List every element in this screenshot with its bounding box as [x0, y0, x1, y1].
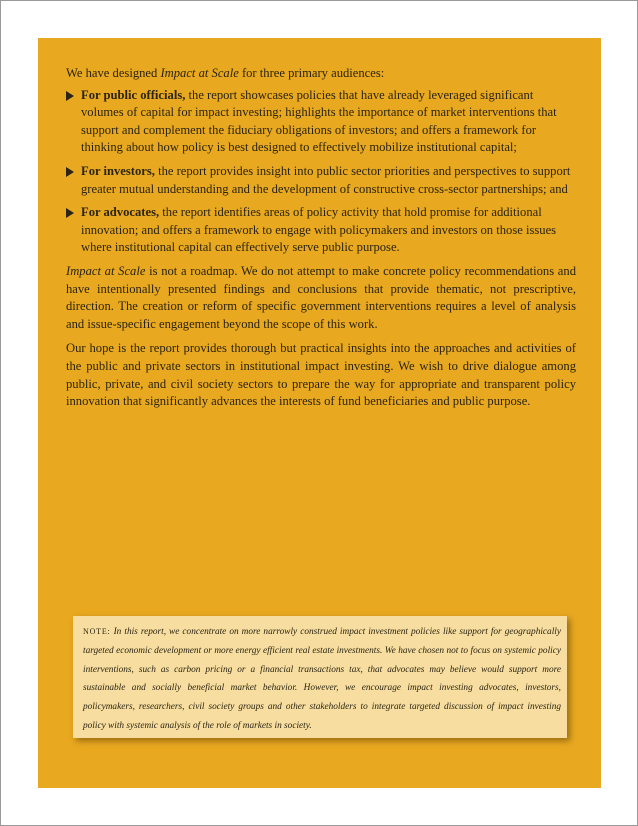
- bullet-text: the report provides insight into public sector priorities and perspectives to support greater mutual understanding and the development of constructive cross-sector partnerships; and: [81, 163, 571, 196]
- paragraph-text: is not a roadmap. We do not attempt to make concrete policy recommendations and have intentionally presented findings and conclusions that provide thematic, not prescriptive, direction. The creation or reform of specific government interventions requires a level of analysis and issue-specific engagement beyond the scope of this work.: [66, 263, 576, 331]
- bullet-text: the report showcases policies that have already leveraged significant volumes of capital for impact investing; highlights the importance of market interventions that support and complement the fiduciary obligations of investors; and offers a framework for thinking about how policy is best designed to effectively mobilize institutional capital;: [81, 87, 557, 155]
- note-label: NOTE:: [83, 627, 111, 636]
- note-box: [73, 616, 567, 738]
- paragraph-our-hope: Our hope is the report provides thorough but practical insights into the approaches and activities of the public and private sectors in institutional impact investing. We wish to drive dialogue among public, private, and civil society sectors to prepare the way for appropriate and transparent policy innovation that significantly advances the interests of fund beneficiaries and public purpose.: [66, 341, 576, 409]
- audience-item-investors: [66, 163, 576, 198]
- audience-item-public-officials: [66, 87, 576, 157]
- bullet-text: the report identifies areas of policy activity that hold promise for additional innovation; and offers a framework to engage with policymakers and investors on those issues where institutional capital can effectively serve public purpose.: [81, 205, 557, 255]
- body-text: [66, 65, 576, 418]
- bullet-lead: For investors,: [81, 163, 155, 178]
- content-panel: [38, 38, 601, 788]
- audience-item-advocates: [66, 204, 576, 257]
- paragraph-not-roadmap: [66, 263, 576, 333]
- bullet-lead: For public officials,: [81, 87, 186, 102]
- intro-before: We have designed: [66, 66, 161, 80]
- triangle-bullet-icon: [66, 167, 74, 177]
- triangle-bullet-icon: [66, 91, 74, 101]
- note-body: In this report, we concentrate on more narrowly construed impact investment policies like support for geographically targeted economic development or more energy efficient real estate investments. We have chosen not to focus on systemic policy interventions, such as carbon pricing or a financial transactions tax, that advocates may believe would support more sustainable and socially beneficial market behavior. However, we encourage impact investing advocates, investors, policymakers, researchers, civil society groups and other stakeholders to integrate targeted discussion of impact investing policy with systemic analysis of the role of markets in society.: [83, 627, 561, 731]
- paragraph-report-title: Impact at Scale: [66, 263, 146, 278]
- intro-line: [66, 65, 576, 83]
- triangle-bullet-icon: [66, 208, 74, 218]
- note-text: [83, 623, 561, 736]
- bullet-lead: For advocates,: [81, 205, 160, 220]
- intro-report-title: Impact at Scale: [160, 66, 239, 80]
- audience-list: [66, 87, 576, 257]
- intro-after: for three primary audiences:: [238, 66, 385, 80]
